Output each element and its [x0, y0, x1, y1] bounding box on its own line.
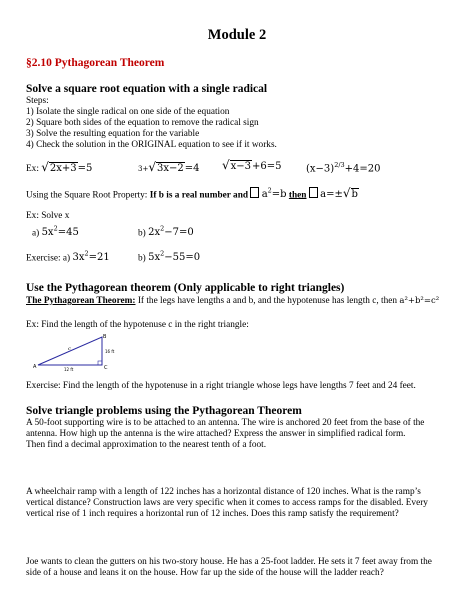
- square-root-property: Using the Square Root Property: If b is a real number and $a^2=b$ then a=±√b: [26, 186, 358, 201]
- solve-b: b) $2x^2-7=0$: [138, 225, 194, 239]
- problem-antenna-line-3: Then find a decimal approximation to the nearest tenth of a foot.: [26, 440, 267, 450]
- example-1: √2x+3=5: [41, 160, 93, 174]
- solve-a: a) $5x^2=45$: [32, 225, 79, 239]
- exercise-a: Exercise: a) $3x^2=21$: [26, 250, 110, 264]
- vertex-b-label: B: [103, 334, 107, 340]
- hypotenuse-example: Ex: Find the length of the hypotenuse c in the right triangle:: [26, 320, 249, 330]
- problem-ladder-line-1: Joe wants to clean the gutters on his two-story house. He has a 25-foot ladder. He sets it 7 feet away from the: [26, 557, 432, 567]
- side-bc-label: 16 ft: [105, 349, 115, 354]
- heading-pythagorean: Use the Pythagorean theorem (Only applicable to right triangles): [26, 282, 345, 294]
- step-2: 2) Square both sides of the equation to remove the radical sign: [26, 118, 259, 128]
- theorem-line: The Pythagorean Theorem: If the legs have lengths a and b, and the hypotenuse has length c, then a²+b²=c²: [26, 296, 440, 306]
- example-3: √x−3+6=5: [222, 158, 282, 172]
- steps-label: Steps:: [26, 96, 49, 106]
- radical-box-icon: [250, 187, 259, 198]
- vertex-c-label: C: [104, 365, 108, 371]
- module-title: Module 2: [207, 27, 267, 43]
- problem-ladder-line-2: side of a house and leans it on the house. How far up the side of the house will the ladder reach?: [26, 568, 384, 578]
- radical-box-icon-2: [309, 187, 318, 198]
- heading-triangle-problems: Solve triangle problems using the Pythagorean Theorem: [26, 405, 302, 417]
- problem-ramp-line-3: vertical rise of 1 inch requires a horizontal run of 12 inches. Does this ramp satisfy the requirement?: [26, 509, 399, 519]
- vertex-a-label: A: [33, 364, 37, 370]
- problem-ramp-line-1: A wheelchair ramp with a length of 122 inches has a horizontal distance of 120 inches. What is the ramp’s: [26, 487, 421, 497]
- right-triangle-figure: [32, 333, 115, 373]
- exercise-b: b) $5x^2-55=0$: [138, 250, 201, 264]
- then-label: then: [288, 190, 307, 201]
- step-3: 3) Solve the resulting equation for the variable: [26, 129, 200, 139]
- problem-antenna-line-2: antenna. How high up the antenna is the wire attached? Express the answer in simplified radical form.: [26, 429, 406, 439]
- side-c-label: c: [68, 346, 71, 352]
- problem-antenna-line-1: A 50-foot supporting wire is to be attached to an antenna. The wire is anchored 20 feet from the base of the: [26, 418, 425, 428]
- side-ab-label: 12 ft: [64, 367, 74, 372]
- section-title: §2.10 Pythagorean Theorem: [26, 57, 165, 69]
- examples-row: [26, 162, 92, 175]
- step-1: 1) Isolate the single radical on one side of the equation: [26, 107, 230, 117]
- example-2: 3+√3x−2=4: [138, 160, 200, 174]
- solve-label: Ex: Solve x: [26, 211, 70, 221]
- heading-square-root-equation: Solve a square root equation with a single radical: [26, 83, 268, 95]
- hypotenuse-exercise: Exercise: Find the length of the hypotenuse in a right triangle whose legs have lengths 7 feet and 24 feet.: [26, 381, 416, 391]
- problem-ramp-line-2: vertical distance? Construction laws are very specific when it comes to access ramps for the disabled. Every: [26, 498, 428, 508]
- example-4: $(x-3)^{2/3}+4=20$: [306, 161, 381, 175]
- step-4: 4) Check the solution in the ORIGINAL equation to see if it works.: [26, 140, 277, 150]
- ex-label: Ex:: [26, 164, 39, 174]
